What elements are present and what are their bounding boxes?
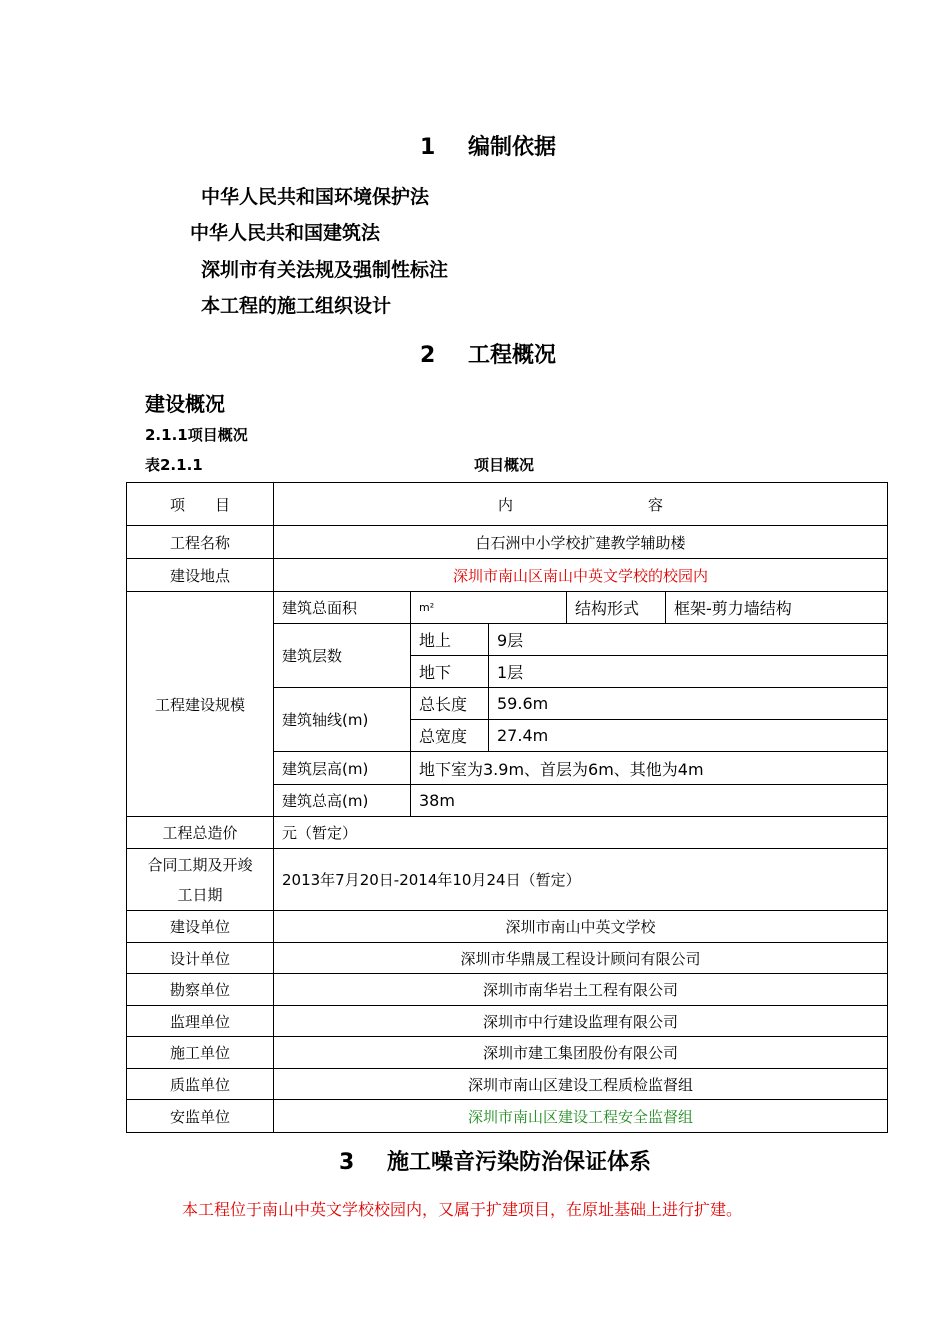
basis-item: 本工程的施工组织设计 xyxy=(201,295,392,317)
floor-height-label: 建筑层高(m) xyxy=(274,752,411,785)
row-label: 勘察单位 xyxy=(127,974,274,1006)
row-value: 白石洲中小学校扩建教学辅助楼 xyxy=(274,526,888,559)
period-label-line1: 合同工期及开竣 xyxy=(147,855,253,874)
row-value: 深圳市南山区建设工程质检监督组 xyxy=(274,1069,888,1100)
above-value: 9层 xyxy=(489,624,888,656)
basis-item: 深圳市有关法规及强制性标注 xyxy=(201,259,449,281)
scale-label: 工程建设规模 xyxy=(127,592,274,817)
section-1-heading xyxy=(420,130,556,161)
overview-subheading: 2.1.1项目概况 xyxy=(145,426,248,444)
structure-label: 结构形式 xyxy=(567,592,666,624)
table-row xyxy=(127,817,888,849)
row-label: 质监单位 xyxy=(127,1069,274,1100)
row-label xyxy=(127,849,274,911)
structure-value: 框架-剪力墙结构 xyxy=(666,592,888,624)
axis-label: 建筑轴线(m) xyxy=(274,688,411,752)
table-row xyxy=(127,943,888,974)
table-label: 表2.1.1 xyxy=(145,456,203,474)
table-row xyxy=(127,1100,888,1133)
table-header-row xyxy=(127,483,888,526)
section-3-heading xyxy=(339,1145,651,1176)
table-row xyxy=(127,1006,888,1037)
above-label: 地上 xyxy=(411,624,489,656)
table-row xyxy=(127,1069,888,1100)
row-label: 工程名称 xyxy=(127,526,274,559)
row-value: 深圳市南山区南山中英文学校的校园内 xyxy=(274,559,888,592)
width-value: 27.4m xyxy=(489,720,888,752)
area-label: 建筑总面积 xyxy=(274,592,411,624)
floors-label: 建筑层数 xyxy=(274,624,411,688)
row-value: 深圳市南山中英文学校 xyxy=(274,911,888,943)
table-row xyxy=(127,1037,888,1069)
total-height-label: 建筑总高(m) xyxy=(274,785,411,817)
row-value: 2013年7月20日-2014年10月24日（暂定） xyxy=(274,849,888,911)
section-3-paragraph: 本工程位于南山中英文学校校园内，又属于扩建项目，在原址基础上进行扩建。 xyxy=(182,1200,743,1219)
header-item: 项 目 xyxy=(127,483,274,526)
row-label: 建设地点 xyxy=(127,559,274,592)
below-label: 地下 xyxy=(411,656,489,688)
table-title: 项目概况 xyxy=(474,456,535,474)
table-row xyxy=(127,911,888,943)
row-label: 施工单位 xyxy=(127,1037,274,1069)
floor-height-value: 地下室为3.9m、首层为6m、其他为4m xyxy=(411,752,888,785)
total-height-value: 38m xyxy=(411,785,888,817)
overview-heading: 建设概况 xyxy=(145,392,225,416)
section-title: 编制依据 xyxy=(468,135,557,160)
row-label: 监理单位 xyxy=(127,1006,274,1037)
section-title: 工程概况 xyxy=(468,343,557,368)
section-2-heading xyxy=(420,338,556,369)
period-label-line2: 工日期 xyxy=(177,885,223,904)
row-label: 工程总造价 xyxy=(127,817,274,849)
width-label: 总宽度 xyxy=(411,720,489,752)
row-value: 深圳市建工集团股份有限公司 xyxy=(274,1037,888,1069)
basis-item: 中华人民共和国建筑法 xyxy=(190,222,381,244)
row-label: 建设单位 xyxy=(127,911,274,943)
below-value: 1层 xyxy=(489,656,888,688)
basis-item: 中华人民共和国环境保护法 xyxy=(201,186,430,208)
table-row xyxy=(127,849,888,911)
table-row xyxy=(127,592,888,624)
area-unit: m² xyxy=(411,592,567,624)
row-value: 元（暂定） xyxy=(274,817,888,849)
row-value: 深圳市华鼎晟工程设计顾问有限公司 xyxy=(274,943,888,974)
table-row xyxy=(127,974,888,1006)
length-label: 总长度 xyxy=(411,688,489,720)
table-row xyxy=(127,559,888,592)
section-title: 施工噪音污染防治保证体系 xyxy=(387,1150,652,1175)
section-number: 2 xyxy=(420,343,436,368)
section-number: 1 xyxy=(420,135,436,160)
section-number: 3 xyxy=(339,1150,355,1175)
project-overview-table xyxy=(126,482,888,1133)
row-value: 深圳市中行建设监理有限公司 xyxy=(274,1006,888,1037)
row-value: 深圳市南山区建设工程安全监督组 xyxy=(274,1100,888,1133)
row-label: 设计单位 xyxy=(127,943,274,974)
row-value: 深圳市南华岩土工程有限公司 xyxy=(274,974,888,1006)
header-content: 内 容 xyxy=(274,483,888,526)
table-row xyxy=(127,526,888,559)
length-value: 59.6m xyxy=(489,688,888,720)
row-label: 安监单位 xyxy=(127,1100,274,1133)
